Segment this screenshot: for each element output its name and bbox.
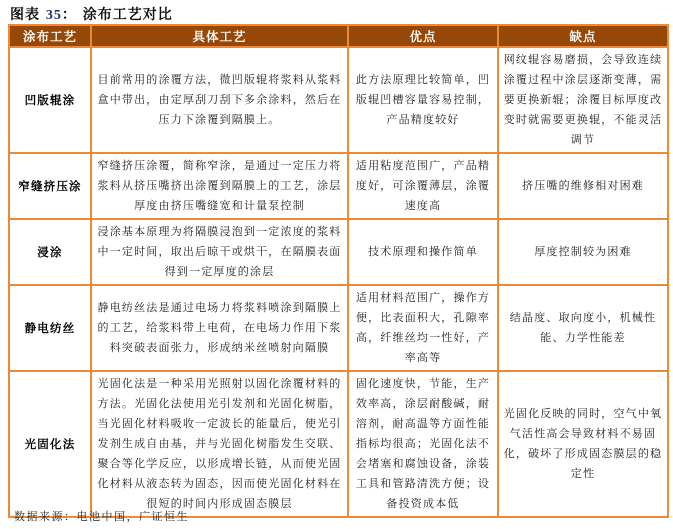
table-row (9, 47, 668, 153)
figure-title-colon: ： (61, 7, 77, 23)
cell-process-detail: 浸涂基本原理为将隔膜浸泡到一定浓度的浆料中一定时间，取出后晾干或烘干，在隔膜表面得到一定厚度的涂层 (91, 219, 348, 285)
cell-pros: 适用粘度范围广，产品精度好，可涂覆薄层，涂覆速度高 (348, 153, 498, 219)
cell-pros: 固化速度快，节能，生产效率高，涂层耐酸碱，耐溶剂，耐高温等方面性能指标均很高；光固化法不会堵塞和腐蚀设备，涂装工具和管路清洗方便；设备投资成本低 (348, 371, 498, 517)
figure-title (10, 4, 173, 24)
table-header-row (9, 25, 668, 47)
table-row (9, 285, 668, 371)
header-pros: 优点 (348, 25, 498, 47)
header-cons: 缺点 (498, 25, 668, 47)
figure-number: 35 (45, 8, 62, 23)
cell-cons: 结晶度、取向度小，机械性能、力学性能差 (498, 285, 668, 371)
cell-cons: 挤压嘴的维修相对困难 (498, 153, 668, 219)
cell-cons: 光固化反映的同时，空气中氧气活性高会导致材料不易固化，破坏了形成固态膜层的稳定性 (498, 371, 668, 517)
cell-process-detail: 目前常用的涂覆方法，微凹版辊将浆料从浆料盒中带出，由定厚刮刀刮下多余涂料，然后在压力下涂覆到隔膜上。 (91, 47, 348, 153)
table-row (9, 153, 668, 219)
data-source-note: 数据来源：电池中国，广证恒生 (14, 510, 189, 523)
header-process-name: 涂布工艺 (9, 25, 91, 47)
figure-title-text: 涂布工艺对比 (82, 7, 173, 23)
figure-title-prefix: 图表 (10, 7, 40, 23)
cell-pros: 技术原理和操作简单 (348, 219, 498, 285)
table-row (9, 371, 668, 517)
cell-process-name: 窄缝挤压涂 (9, 153, 91, 219)
cell-process-name: 光固化法 (9, 371, 91, 517)
cell-process-detail: 窄缝挤压涂覆，简称窄涂，是通过一定压力将浆料从挤压嘴挤出涂覆到隔膜上的工艺，涂层厚度由挤压嘴缝宽和计量泵控制 (91, 153, 348, 219)
cell-process-detail: 静电纺丝法是通过电场力将浆料喷涂到隔膜上的工艺，给浆料带上电荷，在电场力作用下浆料突破表面张力，形成纳米丝喷射向隔膜 (91, 285, 348, 371)
cell-process-name: 静电纺丝 (9, 285, 91, 371)
header-process-detail: 具体工艺 (91, 25, 348, 47)
cell-cons: 网纹辊容易磨损，会导致连续涂覆过程中涂层逐渐变薄，需要更换新辊；涂覆目标厚度改变时就需要更换辊，不能灵活调节 (498, 47, 668, 153)
cell-process-detail: 光固化法是一种采用光照射以固化涂覆材料的方法。光固化法使用光引发剂和光固化树脂，当光固化材料吸收一定波长的能量后，使光引发剂生成自由基，并与光固化树脂发生交联、聚合等化学反应，以形成增长链，从而使光固化材料从液态转为固态，因而使光固化材料在很短的时间内形成固态膜层 (91, 371, 348, 517)
table-row (9, 219, 668, 285)
cell-process-name: 凹版辊涂 (9, 47, 91, 153)
coating-comparison-table (8, 24, 669, 518)
cell-pros: 此方法原理比较简单，凹版辊凹槽容量容易控制，产品精度较好 (348, 47, 498, 153)
cell-process-name: 浸涂 (9, 219, 91, 285)
cell-pros: 适用材料范围广，操作方便，比表面积大，孔隙率高，纤维丝均一性好，产率高等 (348, 285, 498, 371)
cell-cons: 厚度控制较为困难 (498, 219, 668, 285)
